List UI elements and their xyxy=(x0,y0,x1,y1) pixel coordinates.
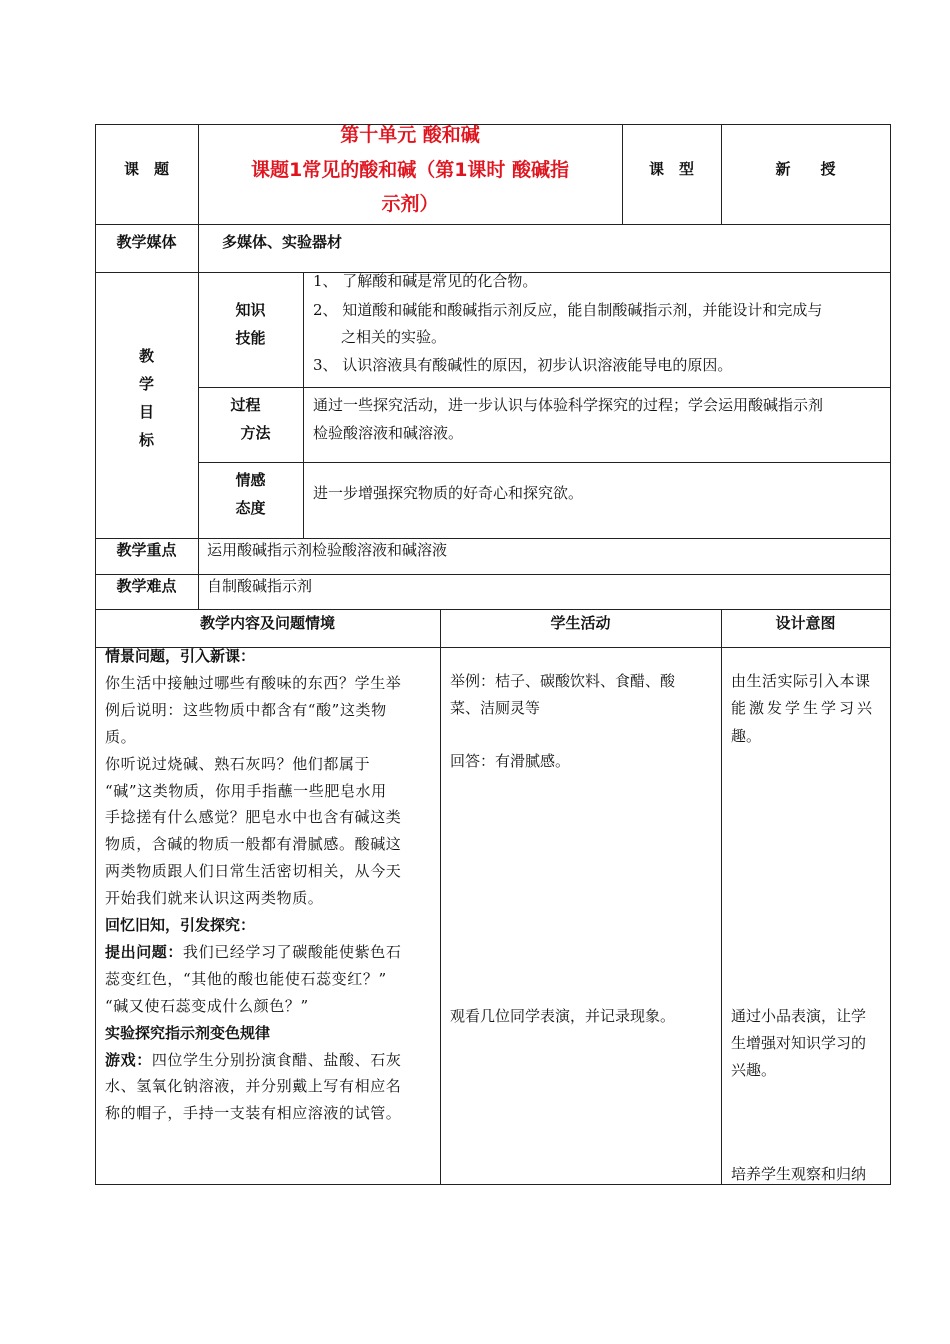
key-point-label: 教学重点 xyxy=(116,541,177,559)
goals-label-char: 教 xyxy=(139,347,155,365)
content-line: 蕊变红色，“其他的酸也能使石蕊变红？” xyxy=(105,969,387,988)
rule xyxy=(440,609,441,1185)
key-point-value: 运用酸碱指示剂检验酸溶液和碱溶液 xyxy=(207,541,448,559)
knowledge-label-1: 知识 xyxy=(235,301,266,319)
column-header-content: 教学内容及问题情境 xyxy=(199,614,335,632)
content-line: 你生活中接触过哪些有酸味的东西？学生举 xyxy=(105,673,402,692)
type-label: 课 型 xyxy=(648,160,694,178)
intent-line: 能激发学生学习兴 xyxy=(731,699,876,717)
activity-line: 举例：桔子、碳酸饮料、食醋、酸 xyxy=(450,672,676,690)
knowledge-item: 之相关的实验。 xyxy=(341,328,447,346)
content-lead: 游戏： xyxy=(105,1050,152,1069)
content-line: 提出问题：我们已经学习了碳酸能使紫色石 xyxy=(105,942,402,961)
knowledge-item: 2、 知道酸和碱能和酸碱指示剂反应，能自制酸碱指示剂，并能设计和完成与 xyxy=(313,301,823,319)
content-heading: 实验探究指示剂变色规律 xyxy=(105,1023,271,1042)
knowledge-label-2: 技能 xyxy=(235,329,266,347)
column-header-activity: 学生活动 xyxy=(550,614,611,632)
content-line: 质。 xyxy=(105,727,137,746)
content-heading: 情景问题，引入新课： xyxy=(105,647,256,665)
process-line: 检验酸溶液和碱溶液。 xyxy=(313,424,464,442)
content-line: 游戏：四位学生分别扮演食醋、盐酸、石灰 xyxy=(105,1050,402,1069)
content-line: 物质，含碱的物质一般都有滑腻感。酸碱这 xyxy=(105,835,402,854)
emotion-text: 进一步增强探究物质的好奇心和探究欲。 xyxy=(313,484,584,502)
goals-label-char: 目 xyxy=(139,403,155,421)
knowledge-item: 3、 认识溶液具有酸碱性的原因，初步认识溶液能导电的原因。 xyxy=(313,356,733,374)
media-label: 教学媒体 xyxy=(116,233,177,251)
intent-line: 培养学生观察和归纳 xyxy=(731,1165,867,1183)
difficulty-label: 教学难点 xyxy=(116,577,177,595)
column-header-intent: 设计意图 xyxy=(775,614,836,632)
emotion-label-2: 态度 xyxy=(235,499,266,517)
type-value: 新 授 xyxy=(775,160,836,178)
goals-label-char: 学 xyxy=(139,375,155,393)
goals-label-char: 标 xyxy=(139,431,155,449)
content-line: 例后说明：这些物质中都含有“酸”这类物 xyxy=(105,700,387,719)
activity-line: 菜、洁厕灵等 xyxy=(450,699,541,717)
difficulty-value: 自制酸碱指示剂 xyxy=(207,577,313,595)
rule xyxy=(198,462,891,463)
emotion-label-1: 情感 xyxy=(235,471,266,489)
intent-line: 由生活实际引入本课 xyxy=(731,672,871,690)
media-value: 多媒体、实验器材 xyxy=(222,233,343,251)
content-line: 开始我们就来认识这两类物质。 xyxy=(105,889,324,908)
rule xyxy=(890,124,891,1185)
intent-line: 通过小品表演，让学 xyxy=(731,1007,867,1025)
intent-line: 趣。 xyxy=(731,727,762,745)
content-line: 水、氢氧化钠溶液，并分别戴上写有相应名 xyxy=(105,1077,402,1096)
content-line: 手捻搓有什么感觉？肥皂水中也含有碱这类 xyxy=(105,808,402,827)
content-line: 你听说过烧碱、熟石灰吗？他们都属于 xyxy=(105,754,371,773)
content-lead: 提出问题： xyxy=(105,942,184,961)
title-line-3: 示剂） xyxy=(381,193,439,215)
content-line: 两类物质跟人们日常生活密切相关，从今天 xyxy=(105,862,402,881)
process-line: 通过一些探究活动，进一步认识与体验科学探究的过程；学会运用酸碱指示剂 xyxy=(313,396,824,414)
content-line: “碱又使石蕊变成什么颜色？” xyxy=(105,996,309,1015)
rule xyxy=(303,272,304,539)
title-line-2: 课题1常见的酸和碱（第1课时 酸碱指 xyxy=(250,159,570,181)
activity-line: 回答：有滑腻感。 xyxy=(450,752,571,770)
process-label-2: 方法 xyxy=(240,424,271,442)
topic-label: 课 题 xyxy=(123,160,169,178)
content-line: “碱”这类物质，你用手指蘸一些肥皂水用 xyxy=(105,781,387,800)
content-heading: 回忆旧知，引发探究： xyxy=(105,916,256,934)
activity-line: 观看几位同学表演，并记录现象。 xyxy=(450,1007,676,1025)
rule xyxy=(721,609,722,1185)
rule xyxy=(95,124,96,1185)
title-line-1: 第十单元 酸和碱 xyxy=(340,124,480,146)
intent-line: 兴趣。 xyxy=(731,1061,777,1079)
intent-line: 生增强对知识学习的 xyxy=(731,1034,867,1052)
rule xyxy=(198,387,891,388)
process-label-1: 过程 xyxy=(230,396,261,414)
rule xyxy=(95,224,891,225)
content-line: 称的帽子，手持一支装有相应溶液的试管。 xyxy=(105,1104,402,1123)
knowledge-item: 1、 了解酸和碱是常见的化合物。 xyxy=(313,272,538,290)
